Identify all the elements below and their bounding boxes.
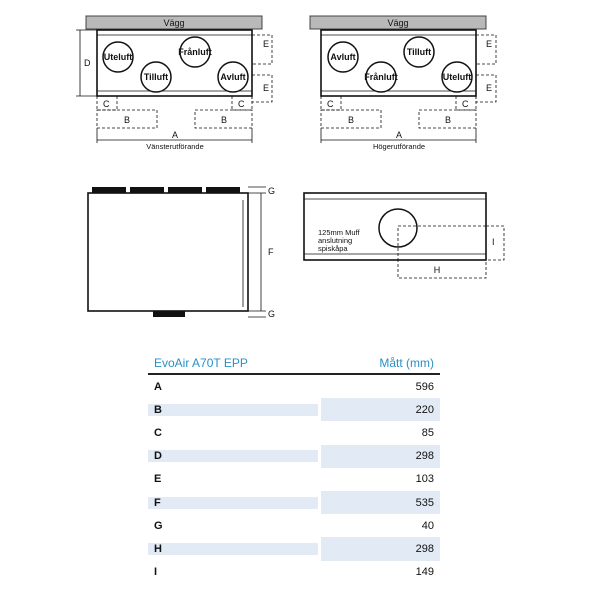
- wall-label-right: Vägg: [387, 18, 409, 28]
- table-row: [148, 398, 440, 421]
- dim-c1-left: C: [103, 99, 110, 109]
- row-value: 220: [321, 398, 440, 421]
- port-label-left-1: Uteluft: [103, 52, 133, 62]
- top-view-left: [76, 16, 272, 151]
- port-label-left-2: Tilluft: [143, 72, 169, 82]
- port-label-right-2: Frånluft: [364, 72, 398, 82]
- row-value: 596: [415, 380, 434, 393]
- dim-e2-right: E: [486, 83, 493, 93]
- row-key: G: [154, 519, 163, 532]
- row-value: 85: [421, 426, 434, 439]
- table-row: [148, 445, 440, 468]
- dim-b1-left: B: [123, 115, 131, 125]
- dim-b2-right: B: [444, 115, 452, 125]
- front-unit-outline: [88, 193, 248, 311]
- table-header-model: EvoAir A70T EPP: [154, 356, 248, 370]
- front-connector-2: [130, 187, 164, 193]
- port-label-right-3: Tilluft: [406, 47, 432, 57]
- port-label-left-3: Frånluft: [178, 47, 212, 57]
- dim-c1-right: C: [327, 99, 334, 109]
- front-connector-4: [206, 187, 240, 193]
- side-note-line-2: anslutning: [318, 236, 353, 245]
- dim-d-left: D: [84, 58, 91, 68]
- caption-right: Högerutförande: [372, 142, 426, 151]
- port-label-right-1: Avluft: [330, 52, 356, 62]
- table-row: [148, 421, 440, 444]
- row-key: I: [154, 566, 158, 579]
- row-key: A: [154, 380, 162, 393]
- dim-b1-right: B: [347, 115, 355, 125]
- front-bottom-connector: [153, 311, 185, 317]
- dim-c2-right: C: [462, 99, 469, 109]
- table-row: [148, 468, 440, 491]
- table-row: [148, 514, 440, 537]
- table-row: [148, 561, 440, 584]
- side-note-line-1: 125mm Muff: [318, 228, 360, 237]
- dim-g-top: G: [268, 186, 276, 196]
- row-value: 535: [321, 491, 440, 514]
- caption-left: Vänsterutförande: [146, 142, 204, 151]
- side-note-line-3: spiskåpa: [318, 244, 348, 253]
- dim-f: F: [268, 247, 274, 257]
- row-key: F: [148, 497, 318, 509]
- table-row: [148, 537, 440, 560]
- dim-b2-left: B: [220, 115, 228, 125]
- port-label-left-4: Avluft: [220, 72, 246, 82]
- dim-i: I: [492, 237, 495, 247]
- dim-e2-left: E: [263, 83, 270, 93]
- front-view: [88, 186, 275, 319]
- front-connector-1: [92, 187, 126, 193]
- dim-e1-left: E: [263, 39, 270, 49]
- row-key: E: [154, 473, 162, 486]
- dim-h: H: [433, 265, 441, 275]
- row-value: 298: [321, 445, 440, 468]
- dim-e1-right: E: [486, 39, 493, 49]
- table-header: [148, 348, 440, 375]
- top-view-right: [310, 16, 496, 151]
- dim-a-left: A: [171, 130, 179, 140]
- row-key: H: [148, 543, 318, 555]
- dimensions-table: [148, 348, 440, 584]
- table-header-unit: Mått (mm): [379, 356, 434, 370]
- side-view: [304, 193, 504, 278]
- front-connector-3: [168, 187, 202, 193]
- port-label-right-4: Uteluft: [442, 72, 472, 82]
- row-key: C: [154, 426, 162, 439]
- dim-g-bottom: G: [268, 309, 276, 319]
- wall-label-left: Vägg: [163, 18, 185, 28]
- row-key: B: [148, 404, 318, 416]
- row-key: D: [148, 450, 318, 462]
- row-value: 103: [415, 473, 434, 486]
- row-value: 149: [415, 566, 434, 579]
- table-row: [148, 491, 440, 514]
- row-value: 40: [421, 519, 434, 532]
- row-value: 298: [321, 537, 440, 560]
- dim-c2-left: C: [238, 99, 245, 109]
- table-row: [148, 375, 440, 398]
- dim-a-right: A: [395, 130, 403, 140]
